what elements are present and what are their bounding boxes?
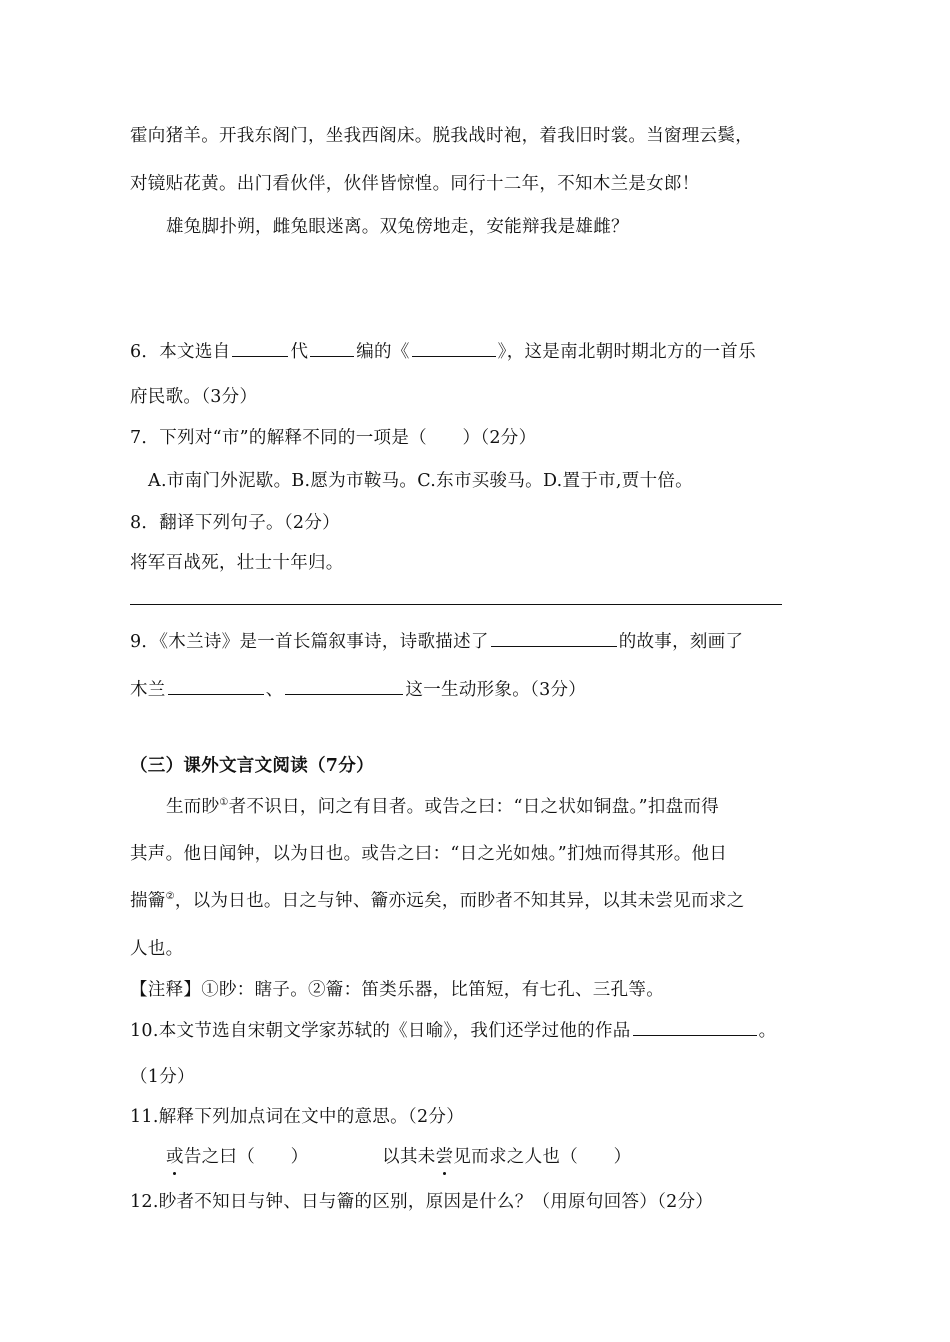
- section-3-title: （三）课外文言文阅读（7分）: [130, 756, 374, 776]
- question-6-line-1: [130, 338, 756, 363]
- annotation: 【注释】①眇：瞎子。②籥：笛类乐器，比笛短，有七孔、三孔等。: [130, 980, 664, 1000]
- poem-line-3: 雄兔脚扑朔，雌兔眼迷离。双兔傍地走，安能辩我是雄雌？: [166, 217, 629, 237]
- passage-line-2: 其声。他日闻钟，以为日也。或告之曰：“日之光如烛。”扪烛而得其形。他日: [130, 844, 728, 864]
- question-6-line-2: 府民歌。（3分）: [130, 387, 258, 407]
- question-10-line-1: [130, 1017, 776, 1042]
- passage-line-3a: 揣籥: [130, 891, 166, 911]
- q9-blank-trait-1[interactable]: [168, 693, 264, 695]
- q6-blank-editor[interactable]: [310, 355, 354, 357]
- q9-blank-story[interactable]: [491, 645, 617, 647]
- q11-dotted-word-1: 或: [166, 1143, 184, 1168]
- question-7-options: A.市南门外泥歇。B.愿为市鞍马。C.东市买骏马。D.置于市,贾十倍。: [148, 471, 693, 491]
- question-8-stem: 8．翻译下列句子。（2分）: [130, 513, 340, 533]
- note-marker-1: ①: [219, 797, 229, 808]
- q10-blank-work[interactable]: [633, 1034, 757, 1036]
- poem-line-2: 对镜贴花黄。出门看伙伴，伙伴皆惊惶。同行十二年，不知木兰是女郎！: [130, 174, 700, 194]
- q9-text-e: 这一生动形象。（3分）: [405, 680, 587, 700]
- q10-text-b: 。: [758, 1021, 777, 1041]
- q6-text-c: 编的《: [356, 342, 410, 362]
- passage-line-1b: 者不识日，问之有目者。或告之曰：“日之状如铜盘。”扣盘而得: [228, 797, 720, 817]
- q11-dotted-word-2: 尝: [436, 1143, 454, 1168]
- passage-line-3: [130, 887, 744, 912]
- question-10-score: （1分）: [130, 1067, 195, 1087]
- q6-blank-dynasty[interactable]: [232, 355, 288, 357]
- passage-line-1: [166, 793, 719, 818]
- passage-line-4: 人也。: [130, 939, 184, 959]
- passage-line-3b: ，以为日也。日之与钟、籥亦远矣，而眇者不知其异，以其未尝见而求之: [174, 891, 745, 911]
- q6-text-b: 代: [290, 342, 309, 362]
- q6-text-a: 6．本文选自: [130, 342, 231, 362]
- q9-text-c: 木兰: [130, 680, 166, 700]
- q9-blank-trait-2[interactable]: [285, 693, 403, 695]
- q8-answer-line[interactable]: [130, 604, 782, 605]
- q10-text-a: 10.本文节选自宋朝文学家苏轼的《日喻》，我们还学过他的作品: [130, 1021, 631, 1041]
- q11-item-1: 或告之曰（ ）: [166, 1147, 308, 1167]
- q6-blank-book[interactable]: [412, 355, 496, 357]
- poem-line-1: 霍向猪羊。开我东阁门，坐我西阁床。脱我战时袍，着我旧时裳。当窗理云鬓，: [130, 126, 753, 146]
- q11-item-2: 以其未尝见而求之人也（ ）: [382, 1147, 631, 1167]
- q6-text-d: 》，这是南北朝时期北方的一首乐: [497, 342, 756, 362]
- q9-text-b: 的故事，刻画了: [618, 632, 744, 652]
- question-11-items: [166, 1143, 631, 1168]
- q9-text-a: 9．《木兰诗》是一首长篇叙事诗，诗歌描述了: [130, 632, 489, 652]
- question-9-line-2: [130, 676, 586, 701]
- question-8-sentence: 将军百战死，壮士十年归。: [130, 553, 344, 573]
- question-7-stem: 7．下列对“市”的解释不同的一项是（ ）（2分）: [130, 428, 537, 448]
- passage-line-1a: 生而眇: [166, 797, 220, 817]
- note-marker-2: ②: [165, 891, 175, 902]
- question-11-stem: 11.解释下列加点词在文中的意思。（2分）: [130, 1107, 465, 1127]
- question-9-line-1: [130, 628, 743, 653]
- question-12-stem: 12.眇者不知日与钟、日与籥的区别，原因是什么？（用原句回答）（2分）: [130, 1192, 714, 1212]
- q9-text-d: 、: [265, 680, 284, 700]
